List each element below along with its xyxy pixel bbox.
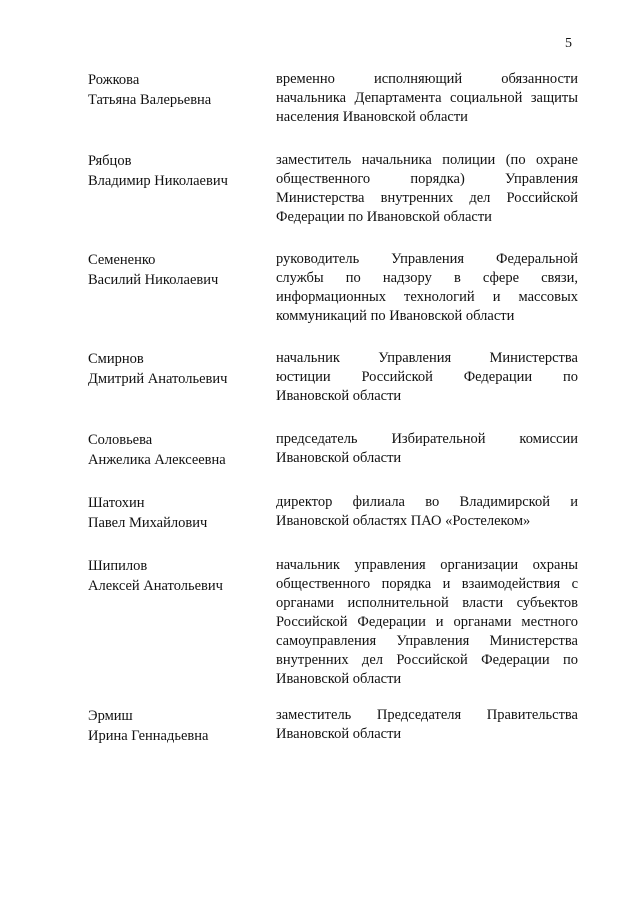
page-number: 5 <box>565 36 572 51</box>
position-title <box>276 250 578 326</box>
position-line: информационных технологий и массовых <box>276 289 578 305</box>
position-line: начальника Департамента социальной защиты <box>276 90 578 106</box>
position-title <box>276 556 578 689</box>
position-line: заместитель начальника полиции (по охране <box>276 152 578 168</box>
surname: Шипилов <box>88 558 148 574</box>
given-name: Василий Николаевич <box>88 272 219 288</box>
person-name <box>88 706 268 746</box>
position-line: юстиции Российской Федерации по <box>276 369 578 385</box>
position-title <box>276 151 578 227</box>
position-line: Федерации по Ивановской области <box>276 209 492 225</box>
person-name <box>88 70 268 110</box>
position-line: Ивановской области <box>276 671 402 687</box>
position-line: руководитель Управления Федеральной <box>276 251 578 267</box>
person-name <box>88 493 268 533</box>
position-line: начальник Управления Министерства <box>276 350 578 366</box>
person-name <box>88 556 268 596</box>
surname: Соловьева <box>88 432 153 448</box>
surname: Семененко <box>88 252 156 268</box>
position-line: Ивановской области <box>276 388 402 404</box>
position-line: внутренних дел Российской Федерации по <box>276 652 578 668</box>
position-line: начальник управления организации охраны <box>276 557 578 573</box>
position-line: коммуникаций по Ивановской области <box>276 308 515 324</box>
position-title <box>276 70 578 127</box>
given-name: Дмитрий Анатольевич <box>88 371 228 387</box>
position-line: Российской Федерации и органами местного <box>276 614 578 630</box>
given-name: Павел Михайлович <box>88 515 208 531</box>
given-name: Ирина Геннадьевна <box>88 728 209 744</box>
given-name: Анжелика Алексеевна <box>88 452 226 468</box>
person-name <box>88 250 268 290</box>
person-name <box>88 151 268 191</box>
surname: Рожкова <box>88 72 140 88</box>
position-line: общественного порядка) Управления <box>276 171 578 187</box>
position-line: службы по надзору в сфере связи, <box>276 270 578 286</box>
given-name: Владимир Николаевич <box>88 173 228 189</box>
position-line: общественного порядка и взаимодействия с <box>276 576 578 592</box>
position-line: Министерства внутренних дел Российской <box>276 190 578 206</box>
person-name <box>88 349 268 389</box>
surname: Смирнов <box>88 351 144 367</box>
position-line: населения Ивановской области <box>276 109 468 125</box>
position-line: директор филиала во Владимирской и <box>276 494 578 510</box>
given-name: Татьяна Валерьевна <box>88 92 212 108</box>
position-line: Ивановской области <box>276 450 402 466</box>
position-line: Ивановской областях ПАО «Ростелеком» <box>276 513 531 529</box>
surname: Эрмиш <box>88 708 133 724</box>
position-title <box>276 430 578 468</box>
position-line: самоуправления Управления Министерства <box>276 633 578 649</box>
position-line: Ивановской области <box>276 726 402 742</box>
position-line: председатель Избирательной комиссии <box>276 431 578 447</box>
surname: Шатохин <box>88 495 145 511</box>
position-line: органами исполнительной власти субъектов <box>276 595 578 611</box>
position-title <box>276 706 578 744</box>
person-name <box>88 430 268 470</box>
surname: Рябцов <box>88 153 132 169</box>
position-title <box>276 493 578 531</box>
position-line: заместитель Председателя Правительства <box>276 707 578 723</box>
position-title <box>276 349 578 406</box>
given-name: Алексей Анатольевич <box>88 578 223 594</box>
position-line: временно исполняющий обязанности <box>276 71 578 87</box>
